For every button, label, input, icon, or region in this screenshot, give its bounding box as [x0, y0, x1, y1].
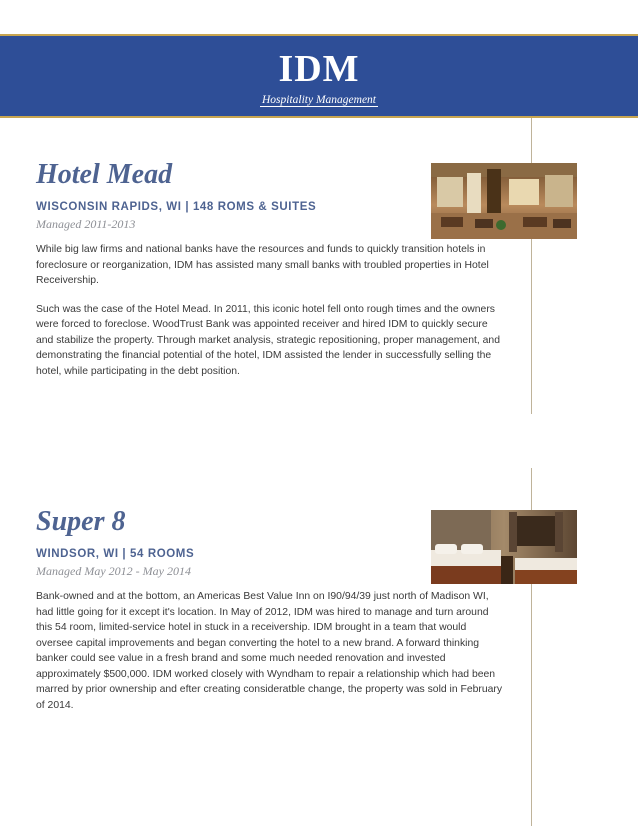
description-paragraph: Such was the case of the Hotel Mead. In 2011, this iconic hotel fell onto rough times and the owners were forced to foreclose. WoodTrust Bank was appointed receiver and hired IDM to quickly secure and stabilize the property. Through market analysis, strategic repositioning, proper management, and demonstrating the financial potential of the hotel, IDM assisted the lender in successfully selling the hotel, while participating in the debt position. [36, 303, 500, 377]
property-location: WINDSOR, WI | 54 ROOMS [36, 548, 195, 560]
bottom-gold-rule [0, 116, 638, 118]
managed-dates: Managed 2011-2013 [36, 217, 136, 231]
managed-dates: Managed May 2012 - May 2014 [36, 564, 191, 578]
property-title: Super 8 [36, 506, 126, 537]
hotel-bedroom-photo [431, 510, 577, 584]
logo-tagline: Hospitality Management [261, 94, 377, 106]
description-paragraph: Bank-owned and at the bottom, an Americas Best Value Inn on I90/94/39 just north of Madison WI, had little going for it except it's location. In May of 2012, IDM was hired to manage and turn around this 54 room, limited-service hotel in stuck in a receivership. IDM brought in a team that would oversee capital improvements and began converting the hotel to a new brand. A forward thinking banker could see value in a fresh brand and some much needed renovation and invested approximately $500,000. IDM worked closely with Wyndham to repair a relationship which had been marred by prior ownership and efter creating consideratble change, the property was sold in February of 2014. [36, 591, 503, 711]
property-title: Hotel Mead [36, 159, 173, 190]
header-banner [0, 36, 638, 116]
hotel-lobby-photo [431, 163, 577, 239]
description-paragraph: While big law firms and national banks have the resources and funds to quickly transition hotels in foreclosure or reorganization, IDM has assisted many small banks with troubled properties in Hotel Receivership. [36, 244, 489, 286]
property-location: WISCONSIN RAPIDS, WI | 148 ROMS & SUITES [36, 201, 317, 213]
idm-logo: IDM [278, 48, 360, 90]
